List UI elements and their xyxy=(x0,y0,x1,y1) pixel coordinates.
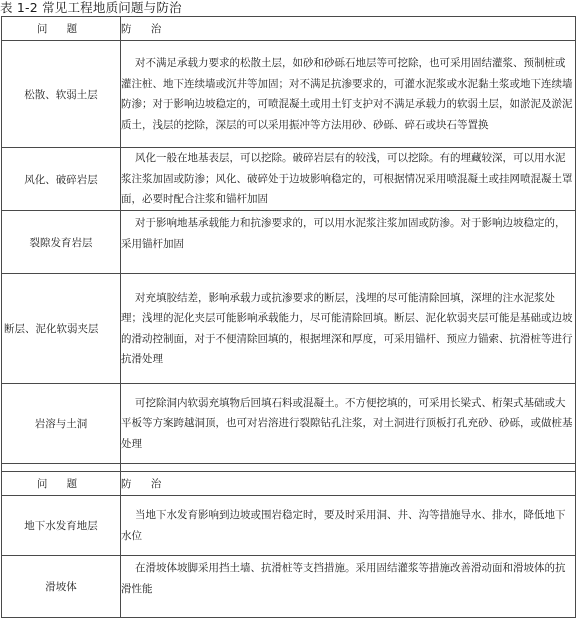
table-row xyxy=(2,496,576,556)
row-text-fault-layer: 对充填胶结差，影响承载力或抗渗要求的断层，浅埋的尽可能清除回填，深埋的注水泥浆处理；浅埋的泥化夹层可能影响承载能力，尽可能清除回填。断层、泥化软弱夹层可能是基础或边坡的滑动控制面，对于不便清除回填的，根据埋深和厚度，可采用锚杆、预应力锚索、抗滑桩等进行抗滑处理 xyxy=(121,274,576,384)
header-problem-2: 问 题 xyxy=(2,472,121,496)
header-solution: 防 治 xyxy=(121,17,576,41)
row-label-groundwater: 地下水发育地层 xyxy=(2,496,121,556)
table-row xyxy=(2,556,576,618)
table-spacer xyxy=(2,464,576,472)
row-label-loose-soil: 松散、软弱土层 xyxy=(2,41,121,148)
table-header-row xyxy=(2,17,576,41)
row-label-fractured-rock: 裂隙发育岩层 xyxy=(2,211,121,274)
header-problem: 问 题 xyxy=(2,17,121,41)
table-header-row-2 xyxy=(2,472,576,496)
table-caption: 表 1-2 常见工程地质问题与防治 xyxy=(0,0,182,15)
table-row xyxy=(2,41,576,148)
row-text-landslide: 在滑坡体坡脚采用挡土墙、抗滑桩等支挡措施。采用固结灌浆等措施改善滑动面和滑坡体的抗滑性能 xyxy=(121,556,576,618)
table-row xyxy=(2,274,576,384)
row-label-landslide: 滑坡体 xyxy=(2,556,121,618)
row-label-karst: 岩溶与土洞 xyxy=(2,384,121,464)
row-text-karst: 可挖除洞内软弱充填物后回填石料或混凝土。不方便挖填的，可采用长梁式、桁架式基础或大平板等方案跨越洞顶，也可对岩溶进行裂隙钻孔注浆，对土洞进行顶板打孔充砂、砂砾，或做桩基处理 xyxy=(121,384,576,464)
row-text-loose-soil: 对不满足承载力要求的松散土层，如砂和砂砾石地层等可挖除，也可采用固结灌浆、预制桩或灌注桩、地下连续墙或沉井等加固；对不满足抗渗要求的，可灌水泥浆或水泥黏土浆或地下连续墙防渗；对于影响边坡稳定的，可喷混凝土或用土钉支护对不满足承载力的软弱土层，如淤泥及淤泥质土，浅层的挖除，深层的可以采用振冲等方法用砂、砂砾、碎石或块石等置换 xyxy=(121,41,576,148)
table-row xyxy=(2,211,576,274)
header-solution-2: 防 治 xyxy=(121,472,576,496)
row-label-fault-layer: 断层、泥化软弱夹层 xyxy=(2,274,121,384)
row-text-groundwater: 当地下水发育影响到边坡或围岩稳定时，要及时采用洞、井、沟等措施导水、排水，降低地下水位 xyxy=(121,496,576,556)
geology-problems-table xyxy=(1,16,576,618)
row-label-weathered-rock: 风化、破碎岩层 xyxy=(2,148,121,211)
table-row xyxy=(2,384,576,464)
table-row xyxy=(2,148,576,211)
row-text-weathered-rock: 风化一般在地基表层，可以挖除。破碎岩层有的较浅，可以挖除。有的埋藏较深，可以用水泥浆注浆加固或防渗；风化、破碎处于边坡影响稳定的，可根据情况采用喷混凝土或挂网喷混凝土罩面，必要时配合注浆和锚杆加固 xyxy=(121,148,576,211)
row-text-fractured-rock: 对于影响地基承载能力和抗渗要求的，可以用水泥浆注浆加固或防渗。对于影响边坡稳定的，采用锚杆加固 xyxy=(121,211,576,274)
